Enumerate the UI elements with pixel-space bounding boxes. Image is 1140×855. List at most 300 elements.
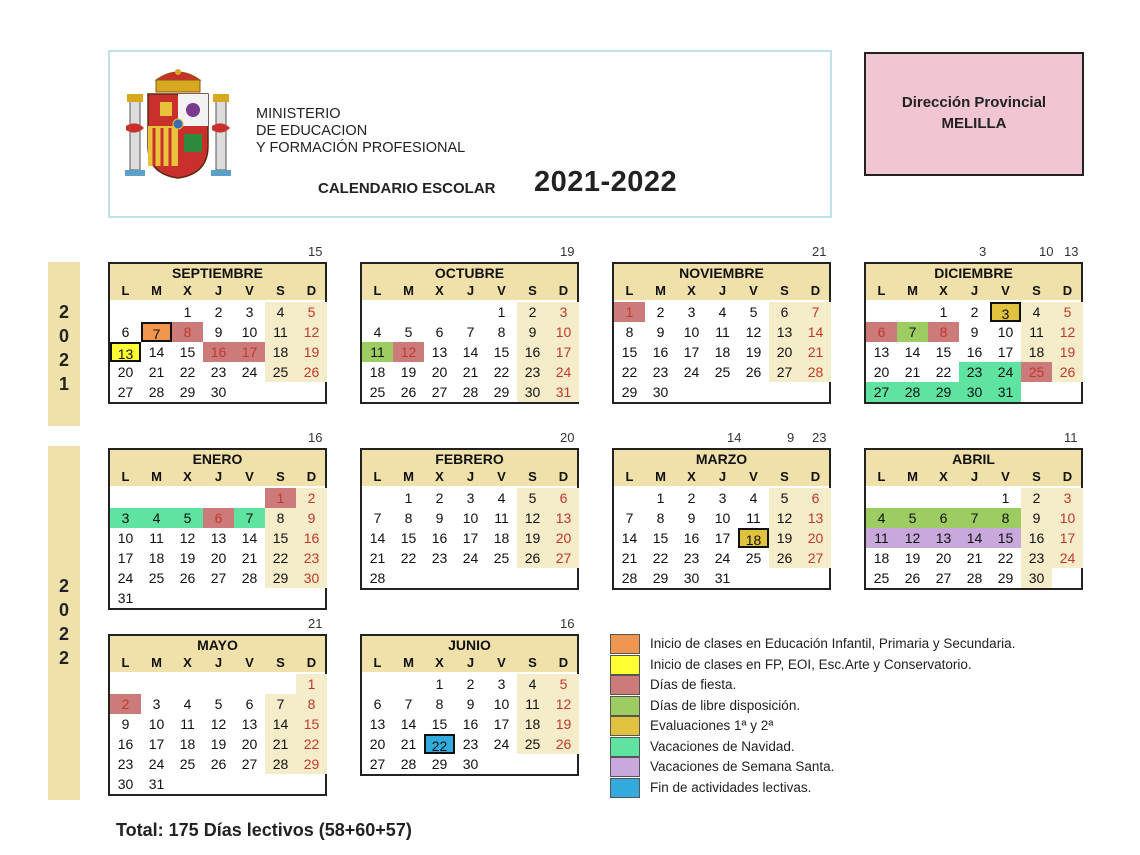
day-cell: 13 xyxy=(873,344,890,360)
weekday-label: V xyxy=(497,655,506,670)
weekday-label: V xyxy=(497,469,506,484)
week-count-label: 10 xyxy=(1039,244,1054,259)
week-count-label: 20 xyxy=(560,430,575,445)
day-cell: 28 xyxy=(369,570,386,586)
day-cell: 15 xyxy=(493,344,510,360)
day-cell: 3 xyxy=(687,304,696,320)
day-cell: 23 xyxy=(117,756,134,772)
weekday-label: S xyxy=(528,283,537,298)
day-cell: 18 xyxy=(369,364,386,380)
day-cell: 3 xyxy=(497,676,506,692)
day-cell: 4 xyxy=(183,696,192,712)
day-cell: 30 xyxy=(462,756,479,772)
weekday-label: V xyxy=(245,469,254,484)
day-cell: 20 xyxy=(769,342,800,362)
day-cell: 10 xyxy=(714,510,731,526)
day-cell: 25 xyxy=(265,362,296,382)
day-cell: 14 xyxy=(959,528,990,548)
day-cell: 23 xyxy=(431,550,448,566)
month-header xyxy=(866,450,1081,486)
day-cell: 8 xyxy=(928,322,959,342)
day-cell: 19 xyxy=(210,736,227,752)
day-cell: 16 xyxy=(683,530,700,546)
day-cell: 27 xyxy=(769,362,800,382)
day-cell: 28 xyxy=(621,570,638,586)
day-cell: 26 xyxy=(548,734,579,754)
day-cell: 5 xyxy=(214,696,223,712)
day-cell: 22 xyxy=(424,734,455,754)
day-cell: 9 xyxy=(214,324,223,340)
day-cell: 29 xyxy=(997,570,1014,586)
day-cell: 1 xyxy=(614,302,645,322)
weekday-label: D xyxy=(810,469,821,484)
legend-text: Evaluaciones 1ª y 2ª xyxy=(650,718,774,733)
month-header xyxy=(110,264,325,300)
day-cell: 14 xyxy=(265,714,296,734)
weekday-label: X xyxy=(183,655,192,670)
legend-swatch xyxy=(610,757,640,777)
day-cell: 31 xyxy=(148,776,165,792)
day-cell: 8 xyxy=(625,324,634,340)
weekday-row xyxy=(110,282,325,300)
weekday-label: S xyxy=(276,469,285,484)
day-cell: 12 xyxy=(897,528,928,548)
day-cell: 5 xyxy=(1052,302,1083,322)
day-cell: 24 xyxy=(548,362,579,382)
day-cell: 30 xyxy=(683,570,700,586)
day-cell: 9 xyxy=(1021,508,1052,528)
day-cell: 29 xyxy=(265,568,296,588)
day-cell: 5 xyxy=(749,304,758,320)
weekday-label: S xyxy=(1032,469,1041,484)
day-cell: 23 xyxy=(517,362,548,382)
day-cell: 6 xyxy=(373,696,382,712)
week-count-label: 21 xyxy=(812,244,827,259)
week-count-label: 11 xyxy=(1064,430,1078,445)
day-cell: 19 xyxy=(400,364,417,380)
month-marzo xyxy=(612,448,831,590)
weekday-label: M xyxy=(151,469,162,484)
day-cell: 22 xyxy=(179,364,196,380)
day-cell: 13 xyxy=(769,322,800,342)
day-cell: 8 xyxy=(435,696,444,712)
day-cell: 14 xyxy=(800,322,831,342)
weekday-row xyxy=(614,282,829,300)
day-cell: 17 xyxy=(714,530,731,546)
day-cell: 28 xyxy=(462,384,479,400)
day-cell: 21 xyxy=(369,550,386,566)
month-name: MAYO xyxy=(197,637,238,653)
month-enero xyxy=(108,448,327,610)
weekday-label: S xyxy=(780,283,789,298)
day-cell: 16 xyxy=(431,530,448,546)
day-cell: 15 xyxy=(265,528,296,548)
day-cell: 21 xyxy=(400,736,417,752)
day-cell: 28 xyxy=(400,756,417,772)
day-cell: 17 xyxy=(997,344,1014,360)
day-cell: 26 xyxy=(179,570,196,586)
day-cell: 8 xyxy=(296,694,327,714)
day-cell: 29 xyxy=(179,384,196,400)
day-cell: 9 xyxy=(121,716,130,732)
day-cell: 7 xyxy=(959,508,990,528)
day-cell: 24 xyxy=(683,364,700,380)
legend-text: Fin de actividades lectivas. xyxy=(650,779,812,795)
month-septiembre xyxy=(108,262,327,404)
day-cell: 21 xyxy=(904,364,921,380)
day-cell: 10 xyxy=(493,696,510,712)
day-cell: 20 xyxy=(548,528,579,548)
day-cell: 18 xyxy=(265,342,296,362)
day-cell: 3 xyxy=(110,508,141,528)
legend-swatch xyxy=(610,675,640,695)
weekday-label: X xyxy=(183,283,192,298)
day-cell: 1 xyxy=(435,676,444,692)
day-cell: 28 xyxy=(148,384,165,400)
day-cell: 9 xyxy=(435,510,444,526)
day-cell: 16 xyxy=(462,716,479,732)
day-cell: 29 xyxy=(493,384,510,400)
day-cell: 8 xyxy=(497,324,506,340)
day-cell: 23 xyxy=(1021,548,1052,568)
day-cell: 10 xyxy=(683,324,700,340)
day-cell: 5 xyxy=(296,302,327,322)
day-cell: 20 xyxy=(873,364,890,380)
day-cell: 6 xyxy=(548,488,579,508)
weekday-label: L xyxy=(877,469,886,484)
year-digit: 0 xyxy=(58,600,69,620)
day-cell: 6 xyxy=(928,508,959,528)
month-noviembre xyxy=(612,262,831,404)
weekday-label: J xyxy=(214,655,223,670)
weekday-label: D xyxy=(558,469,569,484)
day-cell: 19 xyxy=(904,550,921,566)
weekday-label: J xyxy=(718,283,727,298)
day-cell: 22 xyxy=(652,550,669,566)
day-cell: 3 xyxy=(152,696,161,712)
weekday-row xyxy=(362,282,577,300)
month-header xyxy=(362,450,577,486)
day-cell: 13 xyxy=(800,508,831,528)
legend-text: Vacaciones de Navidad. xyxy=(650,738,795,754)
day-cell: 22 xyxy=(997,550,1014,566)
weekday-label: S xyxy=(276,655,285,670)
day-cell: 12 xyxy=(548,694,579,714)
day-cell: 16 xyxy=(652,344,669,360)
day-cell: 7 xyxy=(897,322,928,342)
weekday-label: X xyxy=(435,283,444,298)
day-cell: 24 xyxy=(462,550,479,566)
total-school-days: Total: 175 Días lectivos (58+60+57) xyxy=(116,820,412,840)
day-cell: 10 xyxy=(117,530,134,546)
day-cell: 26 xyxy=(904,570,921,586)
weekday-label: X xyxy=(939,283,948,298)
day-cell: 16 xyxy=(296,528,327,548)
day-cell: 9 xyxy=(296,508,327,528)
day-cell: 11 xyxy=(362,342,393,362)
day-cell: 22 xyxy=(935,364,952,380)
week-count-label: 16 xyxy=(560,616,575,631)
month-name: ENERO xyxy=(192,451,243,467)
day-cell: 11 xyxy=(746,510,761,526)
day-cell: 12 xyxy=(517,508,548,528)
month-mayo xyxy=(108,634,327,796)
day-cell: 28 xyxy=(265,754,296,774)
day-cell: 21 xyxy=(462,364,479,380)
day-cell: 18 xyxy=(873,550,890,566)
day-cell: 21 xyxy=(241,550,258,566)
day-cell: 21 xyxy=(966,550,983,566)
day-cell: 25 xyxy=(148,570,165,586)
day-cell: 4 xyxy=(866,508,897,528)
day-cell: 27 xyxy=(210,570,227,586)
day-cell: 20 xyxy=(369,736,386,752)
weekday-label: M xyxy=(655,283,666,298)
day-cell: 30 xyxy=(210,384,227,400)
weekday-label: L xyxy=(625,283,634,298)
day-cell: 8 xyxy=(990,508,1021,528)
weekday-row xyxy=(866,468,1081,486)
day-cell: 24 xyxy=(117,570,134,586)
legend-text: Días de libre disposición. xyxy=(650,697,801,713)
day-cell: 30 xyxy=(652,384,669,400)
weekday-label: D xyxy=(558,283,569,298)
day-cell: 14 xyxy=(148,344,165,360)
month-junio xyxy=(360,634,579,776)
month-octubre xyxy=(360,262,579,404)
day-cell: 6 xyxy=(435,324,444,340)
weekday-label: V xyxy=(1001,283,1010,298)
day-cell: 2 xyxy=(435,490,444,506)
day-cell: 31 xyxy=(117,590,134,606)
day-cell: 18 xyxy=(493,530,510,546)
day-cell: 22 xyxy=(296,734,327,754)
day-cell: 12 xyxy=(745,324,762,340)
weekday-label: J xyxy=(970,469,979,484)
day-cell: 27 xyxy=(800,548,831,568)
legend-swatch xyxy=(610,737,640,757)
day-cell: 17 xyxy=(117,550,134,566)
day-cell: 12 xyxy=(296,322,327,342)
day-cell: 26 xyxy=(517,548,548,568)
day-cell: 7 xyxy=(234,508,265,528)
provincial-direction-box xyxy=(864,52,1084,176)
day-cell: 2 xyxy=(970,304,979,320)
day-cell: 3 xyxy=(1052,488,1083,508)
day-cell: 9 xyxy=(970,324,979,340)
day-cell: 2 xyxy=(466,676,475,692)
day-cell: 29 xyxy=(621,384,638,400)
legend-text: Días de fiesta. xyxy=(650,677,737,692)
weekday-label: X xyxy=(939,469,948,484)
day-cell: 20 xyxy=(935,550,952,566)
day-cell: 19 xyxy=(517,528,548,548)
month-diciembre xyxy=(864,262,1083,404)
day-cell: 23 xyxy=(683,550,700,566)
day-cell: 19 xyxy=(296,342,327,362)
day-cell: 28 xyxy=(800,362,831,382)
day-cell: 15 xyxy=(621,344,638,360)
day-cell: 20 xyxy=(117,364,134,380)
day-cell: 11 xyxy=(265,322,296,342)
weekday-label: M xyxy=(151,655,162,670)
weekday-label: D xyxy=(558,655,569,670)
week-count-label: 14 xyxy=(727,430,742,445)
day-cell: 29 xyxy=(928,382,959,402)
weekday-label: L xyxy=(121,469,130,484)
day-cell: 5 xyxy=(404,324,413,340)
day-cell: 8 xyxy=(265,508,296,528)
week-count-label: 21 xyxy=(308,616,323,631)
day-cell: 14 xyxy=(400,716,417,732)
day-cell: 7 xyxy=(265,694,296,714)
day-cell: 21 xyxy=(621,550,638,566)
day-cell: 27 xyxy=(935,570,952,586)
month-header xyxy=(362,264,577,300)
day-cell: 4 xyxy=(749,490,758,506)
legend-swatch xyxy=(610,655,640,675)
day-cell: 25 xyxy=(873,570,890,586)
day-cell: 10 xyxy=(548,322,579,342)
day-cell: 19 xyxy=(745,344,762,360)
day-cell: 22 xyxy=(621,364,638,380)
day-cell: 14 xyxy=(904,344,921,360)
month-abril xyxy=(864,448,1083,590)
day-cell: 6 xyxy=(800,488,831,508)
day-cell: 11 xyxy=(494,510,509,526)
day-cell: 25 xyxy=(1021,362,1052,382)
day-cell: 5 xyxy=(548,674,579,694)
weekday-label: V xyxy=(749,283,758,298)
day-cell: 21 xyxy=(800,342,831,362)
day-cell: 2 xyxy=(656,304,665,320)
weekday-row xyxy=(110,468,325,486)
day-cell: 4 xyxy=(718,304,727,320)
weekday-label: X xyxy=(183,469,192,484)
day-cell: 27 xyxy=(117,384,134,400)
day-cell: 6 xyxy=(121,324,130,340)
day-cell: 1 xyxy=(939,304,948,320)
month-febrero xyxy=(360,448,579,590)
day-cell: 9 xyxy=(466,696,475,712)
day-cell: 4 xyxy=(265,302,296,322)
week-count-label: 3 xyxy=(979,244,987,259)
year-digit: 2 xyxy=(58,624,69,644)
day-cell: 5 xyxy=(172,508,203,528)
day-cell: 19 xyxy=(1052,342,1083,362)
day-cell: 6 xyxy=(866,322,897,342)
day-cell: 15 xyxy=(296,714,327,734)
coat-of-arms-icon xyxy=(122,66,234,188)
weekday-label: V xyxy=(749,469,758,484)
day-cell: 11 xyxy=(517,694,548,714)
weekday-label: V xyxy=(497,283,506,298)
day-cell: 11 xyxy=(149,530,164,546)
weekday-label: L xyxy=(121,283,130,298)
day-cell: 27 xyxy=(548,548,579,568)
day-cell: 31 xyxy=(714,570,731,586)
weekday-label: M xyxy=(655,469,666,484)
month-name: FEBRERO xyxy=(435,451,504,467)
legend-swatch xyxy=(610,696,640,716)
day-cell: 16 xyxy=(517,342,548,362)
day-cell: 13 xyxy=(431,344,448,360)
year-bar-2021 xyxy=(48,262,80,426)
day-cell: 1 xyxy=(404,490,413,506)
month-header xyxy=(110,636,325,672)
day-cell: 9 xyxy=(687,510,696,526)
weekday-label: J xyxy=(718,469,727,484)
weekday-label: L xyxy=(373,655,382,670)
year-bar-2022 xyxy=(48,446,80,800)
weekday-row xyxy=(362,654,577,672)
weekday-label: D xyxy=(1062,469,1073,484)
day-cell: 10 xyxy=(997,324,1014,340)
header-panel xyxy=(108,50,832,218)
weekday-label: M xyxy=(907,469,918,484)
weekday-label: J xyxy=(466,655,475,670)
weekday-label: S xyxy=(528,655,537,670)
month-name: NOVIEMBRE xyxy=(679,265,764,281)
day-cell: 14 xyxy=(462,344,479,360)
day-cell: 25 xyxy=(517,734,548,754)
calendar-label: CALENDARIO ESCOLAR xyxy=(318,180,496,197)
day-cell: 15 xyxy=(990,528,1021,548)
day-cell: 25 xyxy=(369,384,386,400)
day-cell: 29 xyxy=(652,570,669,586)
legend-swatch xyxy=(610,778,640,798)
week-count-label: 13 xyxy=(1064,244,1079,259)
weekday-label: D xyxy=(1062,283,1073,298)
day-cell: 27 xyxy=(431,384,448,400)
day-cell: 28 xyxy=(966,570,983,586)
month-name: DICIEMBRE xyxy=(934,265,1013,281)
weekday-label: D xyxy=(810,283,821,298)
weekday-label: S xyxy=(780,469,789,484)
year-digit: 2 xyxy=(58,350,69,370)
day-cell: 18 xyxy=(714,344,731,360)
legend-text: Vacaciones de Semana Santa. xyxy=(650,759,835,774)
weekday-row xyxy=(866,282,1081,300)
day-cell: 11 xyxy=(715,324,730,340)
weekday-label: S xyxy=(276,283,285,298)
day-cell: 12 xyxy=(769,508,800,528)
day-cell: 4 xyxy=(497,490,506,506)
weekday-label: J xyxy=(214,283,223,298)
day-cell: 17 xyxy=(234,342,265,362)
weekday-row xyxy=(362,468,577,486)
day-cell: 9 xyxy=(656,324,665,340)
ministry-line-2: DE EDUCACION xyxy=(256,123,368,139)
day-cell: 20 xyxy=(210,550,227,566)
day-cell: 4 xyxy=(517,674,548,694)
day-cell: 13 xyxy=(369,716,386,732)
day-cell: 26 xyxy=(400,384,417,400)
day-cell: 17 xyxy=(548,342,579,362)
direction-line-2: MELILLA xyxy=(941,115,1007,132)
month-header xyxy=(614,450,829,486)
day-cell: 27 xyxy=(369,756,386,772)
weekday-label: X xyxy=(687,469,696,484)
day-cell: 13 xyxy=(241,716,258,732)
day-cell: 26 xyxy=(769,548,800,568)
day-cell: 30 xyxy=(959,382,990,402)
day-cell: 26 xyxy=(1052,362,1083,382)
day-cell: 13 xyxy=(210,530,227,546)
day-cell: 10 xyxy=(241,324,258,340)
day-cell: 12 xyxy=(393,342,424,362)
month-name: SEPTIEMBRE xyxy=(171,265,263,281)
